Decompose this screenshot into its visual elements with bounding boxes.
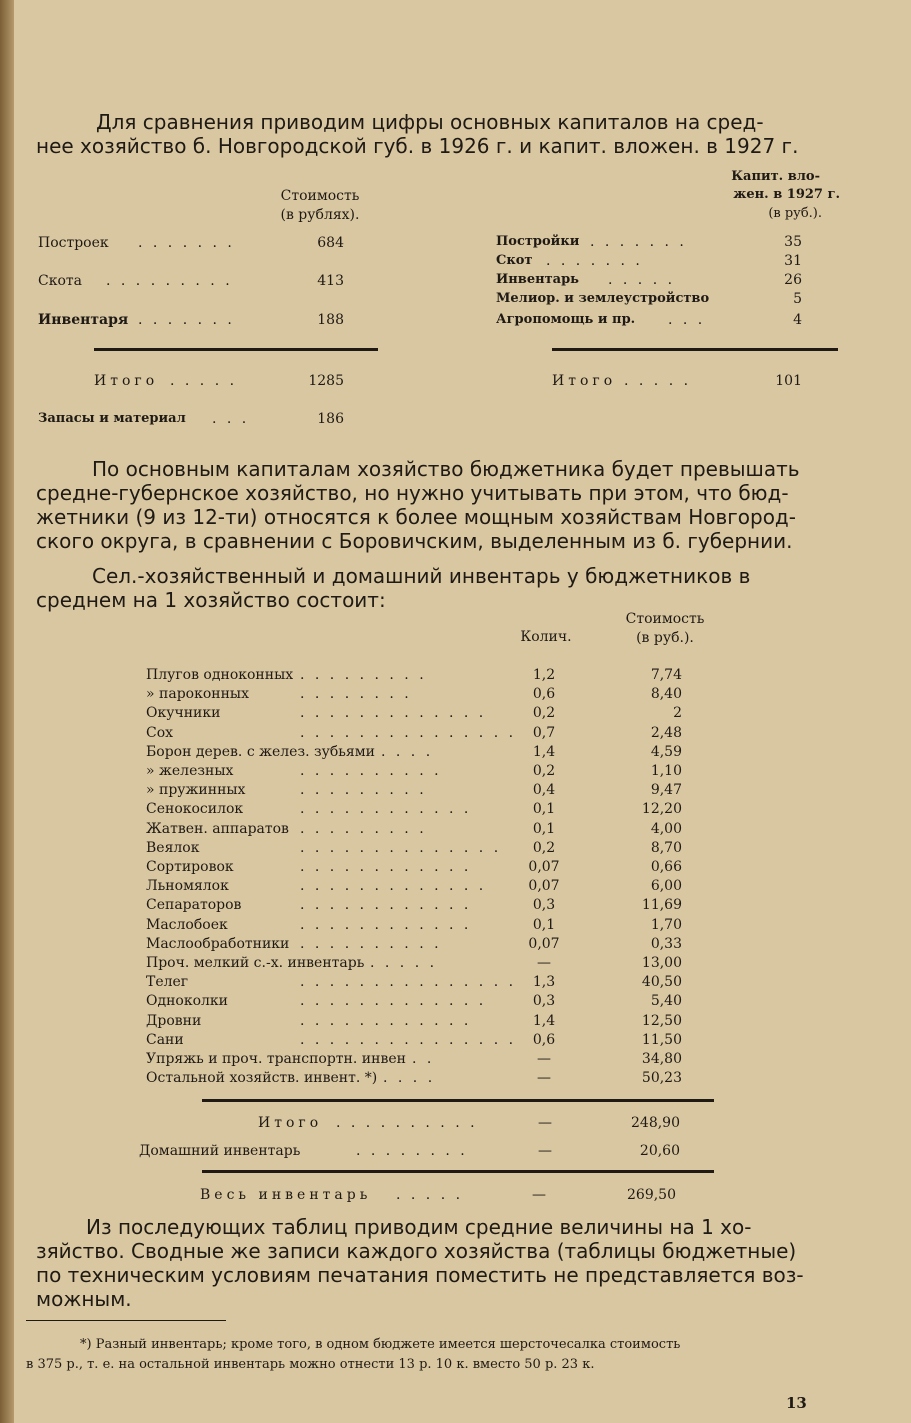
inventory-row-qty: 0,3 xyxy=(532,993,556,1010)
inventory-row-dots: . . . . . . . . . . . . . . . xyxy=(300,724,517,741)
inventory-row-dots: . . . . . . . . . . . . . . xyxy=(300,839,502,856)
right-row-dots: . . . . . xyxy=(608,272,676,288)
inventory-row-label: Маслобоек xyxy=(146,916,228,933)
left-table-rule xyxy=(94,348,378,351)
right-row-label: Постройки xyxy=(496,234,580,249)
inventory-row xyxy=(0,916,911,935)
inventory-row-qty: 0,1 xyxy=(532,801,556,818)
right-total-dots: . . . . . xyxy=(624,373,692,389)
right-header-line-3: (в руб.). xyxy=(768,206,822,221)
inventory-row-dots: . . . . . . . . xyxy=(300,686,412,703)
inventory-row-dots: . . . . . . . . . . . . . xyxy=(300,878,487,895)
inventory-row-label: Остальной хозяйств. инвент. *) xyxy=(146,1070,378,1087)
right-row-label: Скот xyxy=(496,253,533,268)
inventory-row-label: Маслообработники xyxy=(146,935,290,952)
inventory-row-qty: 0,07 xyxy=(528,935,560,952)
inventory-row-cost: 12,50 xyxy=(641,1012,682,1029)
right-row-value: 35 xyxy=(784,234,802,250)
inventory-row-dots: . . . . . . . . . . . . . xyxy=(300,705,487,722)
left-row-label: Построек xyxy=(38,235,109,251)
inventory-row-dots: . . . . . . . . . . xyxy=(300,763,442,779)
right-row-value: 31 xyxy=(784,253,802,269)
inventory-row-dots: . . . . . . . . . . . . xyxy=(300,859,472,875)
inventory-row-dots: . . . . . xyxy=(370,955,438,971)
inventory-row-cost: 0,66 xyxy=(650,859,682,875)
left-row-label: Инвентаря xyxy=(38,312,129,328)
inventory-row-label: Сани xyxy=(146,1031,184,1048)
inventory-row-cost: 7,74 xyxy=(650,667,682,683)
inventory-row-qty: 1,2 xyxy=(532,667,556,683)
right-row-label: Агропомощь и пр. xyxy=(496,312,636,327)
left-row-value: 413 xyxy=(317,273,344,289)
para2-line-3: жетники (9 из 12-ти) относятся к более мощным хозяйствам Новгород- xyxy=(36,505,796,529)
footnote-separator xyxy=(26,1320,226,1321)
right-table-rule xyxy=(552,348,838,351)
inventory-row xyxy=(0,973,911,992)
inventory-row xyxy=(0,935,911,954)
inventory-row-cost: 40,50 xyxy=(641,974,682,991)
inventory-cost-header-line-2: (в руб.). xyxy=(636,630,694,646)
inventory-row-label: » пароконных xyxy=(146,686,249,703)
inventory-row xyxy=(0,877,911,896)
para4-line-2: зяйство. Сводные же записи каждого хозяйства (таблицы бюджетные) xyxy=(36,1239,797,1263)
inventory-row xyxy=(0,781,911,800)
inventory-row xyxy=(0,704,911,723)
left-row-dots: . . . . . . . xyxy=(138,312,235,328)
inventory-grand-qty: — xyxy=(532,1187,546,1203)
para3-line-2: среднем на 1 хозяйство состоит: xyxy=(36,588,386,612)
inventory-row-label: Окучники xyxy=(146,705,221,722)
inventory-row-cost: 2,48 xyxy=(650,724,682,741)
inventory-row-dots: . . xyxy=(412,1051,435,1067)
inventory-home-label: Домашний инвентарь xyxy=(139,1143,301,1159)
left-row-dots: . . . . . . . . . xyxy=(106,273,233,289)
inventory-home-qty: — xyxy=(538,1143,552,1159)
intro-line-1: Для сравнения приводим цифры основных капиталов на сред- xyxy=(96,110,764,134)
left-header-line-2: (в рублях). xyxy=(280,207,360,223)
inventory-grand-cost: 269,50 xyxy=(627,1187,676,1203)
inventory-row xyxy=(0,858,911,877)
footnote-line-1: *) Разный инвентарь; кроме того, в одном бюджете имеется шерсточесалка стоимость xyxy=(80,1337,681,1352)
inventory-subtotal-qty: — xyxy=(538,1115,552,1131)
inventory-row-qty: 0,6 xyxy=(532,686,556,703)
closing-paragraph xyxy=(36,1215,841,1311)
left-row-label: Скота xyxy=(38,273,82,289)
inventory-row-qty: 0,07 xyxy=(528,859,560,875)
right-row-value: 4 xyxy=(793,312,802,328)
inventory-row-label: Сох xyxy=(146,724,174,741)
inventory-row-label: » пружинных xyxy=(146,782,246,799)
inventory-intro-paragraph xyxy=(36,564,841,612)
inventory-row-dots: . . . . . . . . . . . . . xyxy=(300,993,487,1010)
left-header-line-1: Стоимость xyxy=(280,188,360,204)
inventory-row-cost: 13,00 xyxy=(641,955,682,971)
inventory-row-qty: 0,2 xyxy=(532,763,556,779)
inventory-row-label: Телег xyxy=(146,974,189,991)
inventory-row-cost: 4,59 xyxy=(650,743,682,760)
inventory-row-cost: 9,47 xyxy=(650,782,682,799)
left-total-value: 1285 xyxy=(308,373,344,389)
inventory-row-dots: . . . . . . . . . xyxy=(300,667,427,683)
inventory-row-qty: — xyxy=(537,1070,551,1087)
inventory-row-dots: . . . . xyxy=(383,1070,436,1087)
para4-line-1: Из последующих таблиц приводим средние величины на 1 хо- xyxy=(86,1215,752,1239)
inventory-row xyxy=(0,1012,911,1031)
comparison-paragraph xyxy=(36,457,841,553)
inventory-row-qty: — xyxy=(537,955,551,971)
right-row-dots: . . . . . . . xyxy=(590,234,687,250)
inventory-row-qty: 0,7 xyxy=(532,724,556,741)
right-row-label: Инвентарь xyxy=(496,272,580,287)
inventory-row-label: Сортировок xyxy=(146,859,234,875)
inventory-row-dots: . . . . . . . . . . xyxy=(300,935,442,952)
inventory-home-dots: . . . . . . . . xyxy=(356,1143,468,1159)
inventory-row-qty: 1,3 xyxy=(532,974,556,991)
inventory-row xyxy=(0,685,911,704)
inventory-row-label: Упряжь и проч. транспортн. инвен xyxy=(146,1051,406,1067)
inventory-row-label: Проч. мелкий с.-х. инвентарь xyxy=(146,955,365,971)
inventory-row xyxy=(0,1031,911,1050)
right-header-line-2: жен. в 1927 г. xyxy=(733,187,840,202)
inventory-row-cost: 8,70 xyxy=(650,839,682,856)
inventory-subtotal-cost: 248,90 xyxy=(631,1115,680,1131)
left-total-label: Итого xyxy=(94,373,159,389)
inventory-row xyxy=(0,743,911,762)
inventory-row-dots: . . . . . . . . . . . . xyxy=(300,1012,472,1029)
inventory-row-qty: 0,4 xyxy=(532,782,556,799)
inventory-row xyxy=(0,800,911,819)
left-row-dots: . . . . . . . xyxy=(138,235,235,251)
inventory-row-dots: . . . . . . . . . . . . . . . xyxy=(300,1031,517,1048)
left-total-dots: . . . . . xyxy=(170,373,238,389)
inventory-row-dots: . . . . . . . . . . . . . . . xyxy=(300,974,517,991)
right-header-line-1: Капит. вло- xyxy=(731,169,820,184)
inventory-row-qty: 0,3 xyxy=(532,897,556,914)
inventory-qty-header: Колич. xyxy=(520,629,572,645)
inventory-subtotal-dots: . . . . . . . . . . xyxy=(336,1115,478,1131)
inventory-row-qty: 0,2 xyxy=(532,705,556,722)
inventory-subtotal-label: Итого xyxy=(258,1115,323,1131)
right-total-label: Итого xyxy=(552,373,617,389)
footnote xyxy=(26,1335,836,1375)
inventory-row xyxy=(0,954,911,973)
inventory-row-qty: 0,6 xyxy=(532,1031,556,1048)
inventory-row-cost: 12,20 xyxy=(641,801,682,818)
para2-line-1: По основным капиталам хозяйство бюджетника будет превышать xyxy=(92,457,800,481)
para2-line-4: ского округа, в сравнении с Боровичским, выделенным из б. губернии. xyxy=(36,529,793,553)
inventory-row-label: Сепараторов xyxy=(146,897,242,914)
inventory-row-dots: . . . . . . . . . . . . xyxy=(300,897,472,914)
inventory-row-cost: 2 xyxy=(673,705,682,722)
inventory-row-cost: 4,00 xyxy=(650,820,682,837)
inventory-row-dots: . . . . . . . . . . . . xyxy=(300,916,472,933)
right-row-value: 26 xyxy=(784,272,802,288)
inventory-row-cost: 0,33 xyxy=(650,935,682,952)
right-row-dots: . . . xyxy=(668,312,706,328)
inventory-row-label: Сенокосилок xyxy=(146,801,244,818)
inventory-cost-header-line-1: Стоимость xyxy=(625,611,705,627)
inventory-row xyxy=(0,1050,911,1069)
inventory-row-qty: 1,4 xyxy=(532,1012,556,1029)
inventory-grand-label: Весь инвентарь xyxy=(200,1187,372,1203)
left-reserve-dots: . . . xyxy=(212,411,250,427)
right-total-value: 101 xyxy=(775,373,802,389)
inventory-rule-1 xyxy=(202,1099,714,1102)
inventory-row xyxy=(0,762,911,781)
inventory-row-qty: 0,1 xyxy=(532,916,556,933)
para4-line-4: можным. xyxy=(36,1287,132,1311)
right-row-label: Мелиор. и землеустройство xyxy=(496,291,710,306)
inventory-row-cost: 11,69 xyxy=(641,897,682,914)
page-number: 13 xyxy=(786,1394,807,1412)
inventory-row xyxy=(0,896,911,915)
inventory-home-cost: 20,60 xyxy=(639,1143,680,1159)
inventory-row xyxy=(0,992,911,1011)
inventory-row-dots: . . . . . . . . . xyxy=(300,820,427,837)
inventory-row-qty: 0,1 xyxy=(532,820,556,837)
inventory-row-cost: 8,40 xyxy=(650,686,682,703)
inventory-row-qty: — xyxy=(537,1051,551,1067)
inventory-row xyxy=(0,666,911,685)
footnote-line-2: в 375 р., т. е. на остальной инвентарь можно отнести 13 р. 10 к. вместо 50 р. 23 к. xyxy=(26,1357,595,1372)
inventory-row-label: Веялок xyxy=(146,839,200,856)
left-reserve-value: 186 xyxy=(317,411,344,427)
inventory-row-label: Жатвен. аппаратов xyxy=(146,820,289,837)
right-row-value: 5 xyxy=(793,291,802,307)
inventory-row-qty: 0,2 xyxy=(532,839,556,856)
right-row-dots: . . . . . . . xyxy=(546,253,643,269)
inventory-row xyxy=(0,820,911,839)
inventory-row-qty: 0,07 xyxy=(528,878,560,895)
inventory-row-label: Льномялок xyxy=(146,878,229,895)
inventory-rule-2 xyxy=(202,1170,714,1173)
inventory-row-label: Плугов одноконных xyxy=(146,667,294,683)
inventory-row-dots: . . . . xyxy=(381,743,434,760)
inventory-row-dots: . . . . . . . . . xyxy=(300,782,427,799)
inventory-row-cost: 34,80 xyxy=(641,1051,682,1067)
para2-line-2: средне-губернское хозяйство, но нужно учитывать при этом, что бюд- xyxy=(36,481,789,505)
para3-line-1: Сел.-хозяйственный и домашний инвентарь у бюджетников в xyxy=(92,564,751,588)
inventory-row-label: Одноколки xyxy=(146,993,229,1010)
inventory-row xyxy=(0,1069,911,1088)
inventory-row-dots: . . . . . . . . . . . . xyxy=(300,801,472,818)
inventory-row-cost: 1,70 xyxy=(650,916,682,933)
inventory-grand-dots: . . . . . xyxy=(396,1187,464,1203)
left-row-value: 684 xyxy=(317,235,344,251)
inventory-row-cost: 11,50 xyxy=(641,1031,682,1048)
para4-line-3: по техническим условиям печатания поместить не представляется воз- xyxy=(36,1263,804,1287)
inventory-row-label: Дровни xyxy=(146,1012,202,1029)
inventory-row-qty: 1,4 xyxy=(532,743,556,760)
inventory-row-label: » железных xyxy=(146,763,234,779)
inventory-row xyxy=(0,839,911,858)
inventory-row-cost: 6,00 xyxy=(650,878,682,895)
inventory-row xyxy=(0,724,911,743)
intro-paragraph xyxy=(36,110,841,158)
left-row-value: 188 xyxy=(317,312,344,328)
left-reserve-label: Запасы и материал xyxy=(38,411,186,426)
inventory-row-label: Борон дерев. с желез. зубьями xyxy=(146,743,375,760)
inventory-row-cost: 1,10 xyxy=(650,763,682,779)
inventory-row-cost: 50,23 xyxy=(641,1070,682,1087)
inventory-row-cost: 5,40 xyxy=(650,993,682,1010)
intro-line-2: нее хозяйство б. Новгородской губ. в 1926 г. и капит. вложен. в 1927 г. xyxy=(36,134,799,158)
